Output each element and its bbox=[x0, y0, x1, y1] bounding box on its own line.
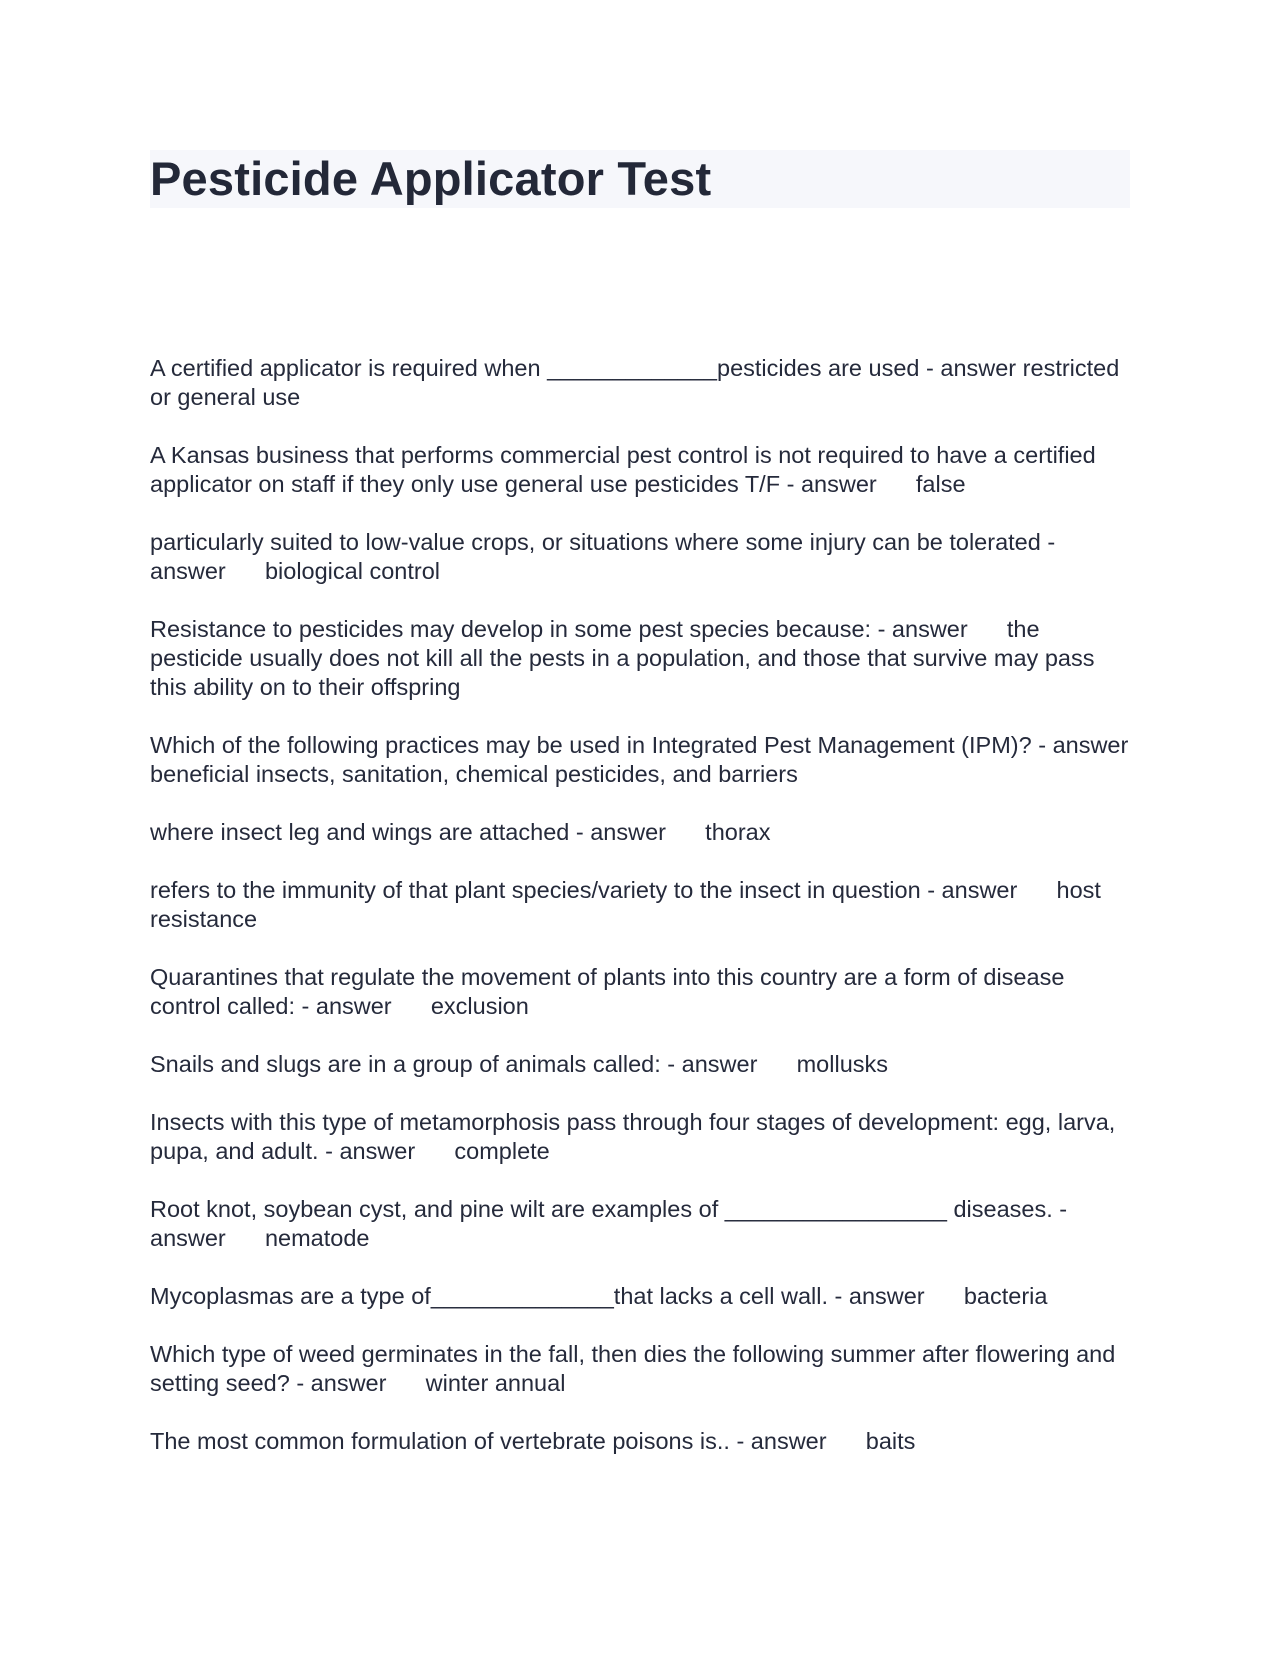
qa-item bbox=[150, 1108, 1130, 1166]
question-text: Which of the following practices may be used in Integrated Pest Management (IPM)? - answer bbox=[150, 732, 1129, 758]
question-text: Quarantines that regulate the movement of plants into this country are a form of disease control called: - answer bbox=[150, 964, 1071, 1019]
qa-item bbox=[150, 963, 1130, 1021]
answer-text: mollusks bbox=[796, 1051, 889, 1077]
answer-text: baits bbox=[865, 1428, 916, 1454]
question-text: The most common formulation of vertebrate poisons is.. - answer bbox=[150, 1428, 827, 1454]
answer-text: host resistance bbox=[150, 877, 1108, 932]
answer-text: beneficial insects, sanitation, chemical pesticides, and barriers bbox=[150, 761, 798, 787]
answer-text: winter annual bbox=[425, 1370, 566, 1396]
qa-item bbox=[150, 1050, 1130, 1079]
qa-item bbox=[150, 1195, 1130, 1253]
qa-item bbox=[150, 818, 1130, 847]
qa-item bbox=[150, 441, 1130, 499]
qa-list bbox=[150, 354, 1130, 1456]
answer-text: exclusion bbox=[430, 993, 529, 1019]
question-text: Resistance to pesticides may develop in some pest species because: - answer bbox=[150, 616, 968, 642]
answer-text: the pesticide usually does not kill all the pests in a population, and those that survive may pass this ability on to their offspring bbox=[150, 616, 1101, 700]
qa-item bbox=[150, 876, 1130, 934]
qa-item bbox=[150, 1282, 1130, 1311]
qa-item bbox=[150, 615, 1130, 702]
title-bar bbox=[150, 150, 1130, 208]
qa-item bbox=[150, 1340, 1130, 1398]
answer-text: thorax bbox=[705, 819, 771, 845]
question-text: particularly suited to low-value crops, or situations where some injury can be tolerated - answer bbox=[150, 529, 1062, 584]
question-text: Which type of weed germinates in the fall, then dies the following summer after flowering and setting seed? - answer bbox=[150, 1341, 1122, 1396]
question-text: A certified applicator is required when _____________pesticides are used - answer bbox=[150, 355, 1017, 381]
answer-text: nematode bbox=[264, 1225, 370, 1251]
question-text: Snails and slugs are in a group of animals called: - answer bbox=[150, 1051, 758, 1077]
question-text: where insect leg and wings are attached - answer bbox=[150, 819, 666, 845]
answer-text: restricted or general use bbox=[150, 355, 1126, 410]
answer-text: false bbox=[915, 471, 966, 497]
answer-text: bacteria bbox=[963, 1283, 1048, 1309]
qa-item bbox=[150, 1427, 1130, 1456]
qa-item bbox=[150, 731, 1130, 789]
question-text: Insects with this type of metamorphosis pass through four stages of development: egg, larva, pupa, and adult. - answer bbox=[150, 1109, 1122, 1164]
question-text: Mycoplasmas are a type of______________that lacks a cell wall. - answer bbox=[150, 1283, 925, 1309]
document-page bbox=[150, 150, 1130, 1485]
qa-item bbox=[150, 354, 1130, 412]
question-text: Root knot, soybean cyst, and pine wilt are examples of _________________ diseases. - answer bbox=[150, 1196, 1074, 1251]
page-title: Pesticide Applicator Test bbox=[150, 152, 712, 205]
answer-text: complete bbox=[454, 1138, 550, 1164]
question-text: refers to the immunity of that plant species/variety to the insect in question - answer bbox=[150, 877, 1018, 903]
question-text: A Kansas business that performs commercial pest control is not required to have a certified applicator on staff if they only use general use pesticides T/F - answer bbox=[150, 442, 1103, 497]
qa-item bbox=[150, 528, 1130, 586]
answer-text: biological control bbox=[264, 558, 440, 584]
